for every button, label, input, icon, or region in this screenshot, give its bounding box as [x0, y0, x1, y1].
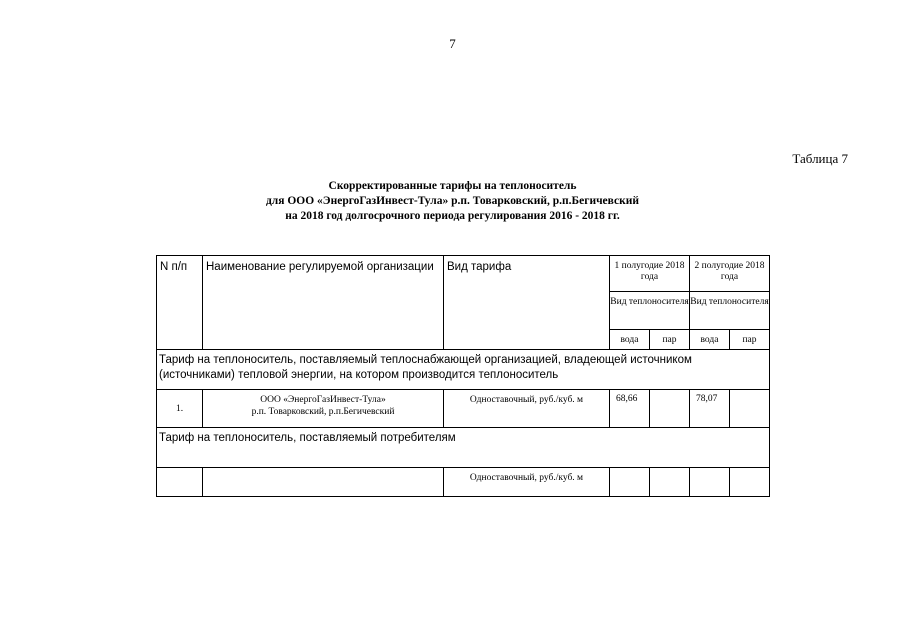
table-label: Таблица 7	[792, 151, 848, 166]
row-1-org-line-1: ООО «ЭнергоГазИнвест-Тула»	[260, 395, 386, 405]
row-2-h2-steam	[730, 468, 770, 497]
title-line-1: Скорректированные тарифы на теплоноситель	[328, 180, 577, 192]
header-num: N п/п	[157, 256, 203, 350]
header-carrier-type-1: Вид теплоносителя	[610, 292, 690, 330]
title-line-3: на 2018 год долгосрочного периода регулирования 2016 - 2018 гг.	[285, 210, 620, 222]
row-2-organization	[203, 468, 444, 497]
header-organization: Наименование регулируемой организации	[203, 256, 444, 350]
header-steam-1: пар	[650, 330, 690, 350]
row-2-h1-water	[610, 468, 650, 497]
title-line-2: для ООО «ЭнергоГазИнвест-Тула» р.п. Товарковский, р.п.Бегичевский	[265, 195, 639, 207]
row-2-num	[157, 468, 203, 497]
header-row-1	[157, 256, 770, 292]
row-2-tariff: Одноставочный, руб./куб. м	[444, 468, 610, 497]
row-2-h2-water	[690, 468, 730, 497]
table-row	[157, 390, 770, 428]
header-water-1: вода	[610, 330, 650, 350]
tariff-table	[156, 255, 770, 497]
header-half-2: 2 полугодие 2018 года	[690, 256, 770, 292]
row-1-organization	[203, 390, 444, 428]
page-number: 7	[449, 36, 456, 51]
table-row	[157, 468, 770, 497]
row-1-h1-steam	[650, 390, 690, 428]
row-1-h1-water: 68,66	[610, 390, 650, 428]
header-carrier-type-2: Вид теплоносителя	[690, 292, 770, 330]
header-half-1: 1 полугодие 2018 года	[610, 256, 690, 292]
header-steam-2: пар	[730, 330, 770, 350]
row-2-h1-steam	[650, 468, 690, 497]
row-1-h2-water: 78,07	[690, 390, 730, 428]
row-1-num: 1.	[157, 390, 203, 428]
row-1-h2-steam	[730, 390, 770, 428]
row-1-tariff: Одноставочный, руб./куб. м	[444, 390, 610, 428]
section-2-title: Тариф на теплоноситель, поставляемый потребителям	[157, 428, 770, 468]
section-row-1	[157, 350, 770, 390]
header-water-2: вода	[690, 330, 730, 350]
row-1-org-line-2: р.п. Товарковский, р.п.Бегичевский	[251, 407, 395, 417]
section-1-title: Тариф на теплоноситель, поставляемый теплоснабжающей организацией, владеющей источником (источниками) тепловой энергии, на котором производится теплоноситель	[157, 350, 770, 390]
document-title	[0, 179, 905, 224]
header-tariff-type: Вид тарифа	[444, 256, 610, 350]
section-row-2	[157, 428, 770, 468]
